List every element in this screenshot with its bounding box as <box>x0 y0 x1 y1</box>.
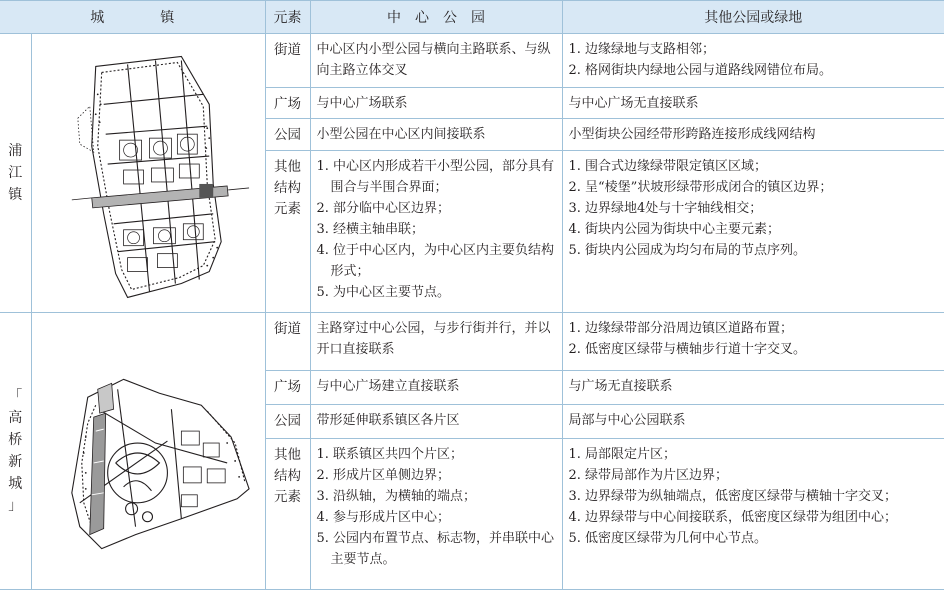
list-item: 5. 街块内公园成为均匀布局的节点序列。 <box>568 243 807 259</box>
table-row <box>0 313 944 371</box>
list-item: 1. 中心区内形成若干小型公园，部分具有围合与半围合界面； <box>316 159 555 196</box>
town-name-char: 镇 <box>8 187 23 203</box>
other-park-cell <box>562 119 944 151</box>
list-item: 5. 为中心区主要节点。 <box>316 285 451 301</box>
element-label-line: 其他 <box>274 447 301 464</box>
element-label-line: 其他 <box>274 159 301 176</box>
town-name-char: 新 <box>8 454 23 470</box>
list-item: 与中心广场建立直接联系 <box>316 378 460 394</box>
other-street-cell <box>562 34 944 88</box>
element-label-line: 元素 <box>274 489 301 506</box>
town-map <box>31 313 265 590</box>
other-plaza-cell <box>562 370 944 404</box>
list-item: 3. 经横主轴串联； <box>316 222 425 238</box>
town-name-char: 桥 <box>8 432 23 448</box>
list-item: 3. 边界绿地4处与十字轴线相交； <box>568 201 763 217</box>
list-item: 带形延伸联系镇区各片区 <box>316 412 460 428</box>
header-center-park: 中 心 公 园 <box>310 1 562 34</box>
center-street-cell <box>310 313 562 371</box>
list-item: 小型街块公园经带形跨路连接形成线网结构 <box>568 127 816 143</box>
center-park-cell <box>310 404 562 438</box>
list-item: 5. 低密度区绿带为几何中心节点。 <box>568 531 768 547</box>
element-structure <box>265 439 310 590</box>
list-item: 与中心广场无直接联系 <box>568 95 699 111</box>
center-street-cell <box>310 34 562 88</box>
header-other-parks: 其他公园或绿地 <box>562 1 944 34</box>
header-city: 城 镇 <box>0 1 265 34</box>
town-name-char: 「 <box>8 388 23 404</box>
center-plaza-cell <box>310 370 562 404</box>
list-item: 2. 绿带局部作为片区边界； <box>568 468 729 484</box>
list-item: 4. 边界绿带与中心间接联系，低密度区绿带为组团中心； <box>568 510 898 526</box>
list-item: 4. 街块内公园为街块中心主要元素； <box>568 222 781 238</box>
element-plaza: 广场 <box>265 87 310 119</box>
town-name-char: 江 <box>8 165 23 181</box>
list-item: 局部与中心公园联系 <box>568 412 686 428</box>
list-item: 与中心广场联系 <box>316 95 408 111</box>
list-item: 3. 沿纵轴，为横轴的端点； <box>316 489 477 505</box>
element-plaza: 广场 <box>265 370 310 404</box>
element-park: 公园 <box>265 404 310 438</box>
town-name-char: 浦 <box>8 143 23 159</box>
list-item: 3. 边界绿带为纵轴端点，低密度区绿带与横轴十字交叉； <box>568 489 898 505</box>
list-item: 2. 格网街块内绿地公园与道路线网错位布局。 <box>568 63 833 78</box>
list-item: 小型公园在中心区内间接联系 <box>316 127 486 143</box>
list-item: 1. 联系镇区共四个片区； <box>316 447 464 463</box>
town-name-char: 」 <box>8 498 23 514</box>
header-row <box>0 1 944 34</box>
list-item: 4. 位于中心区内，为中心区内主要负结构形式； <box>316 243 555 280</box>
other-structure-cell <box>562 439 944 590</box>
other-park-cell <box>562 404 944 438</box>
list-item: 1. 边缘绿带部分沿周边镇区道路布置； <box>568 321 794 336</box>
town-name <box>0 313 31 590</box>
pujiang-plan-image <box>32 34 265 312</box>
list-item: 1. 围合式边缘绿带限定镇区区域； <box>568 159 768 175</box>
list-item: 2. 低密度区绿带与横轴步行道十字交叉。 <box>568 342 807 357</box>
list-item: 2. 呈“棱堡”状坡形绿带形成闭合的镇区边界； <box>568 180 833 196</box>
table-row <box>0 34 944 88</box>
town-name-char: 城 <box>8 476 23 492</box>
element-structure <box>265 151 310 313</box>
list-item: 中心区内小型公园与横向主路联系、与纵向主路立体交叉 <box>316 42 551 78</box>
town-name <box>0 34 31 313</box>
gaoqiao-plan-image <box>32 313 265 589</box>
element-label-line: 元素 <box>274 201 301 218</box>
list-item: 2. 部分临中心区边界； <box>316 201 451 217</box>
town-name-char: 高 <box>8 410 23 426</box>
other-plaza-cell <box>562 87 944 119</box>
list-item: 1. 边缘绿地与支路相邻； <box>568 42 716 57</box>
center-structure-cell <box>310 151 562 313</box>
element-park: 公园 <box>265 119 310 151</box>
list-item: 4. 参与形成片区中心； <box>316 510 451 526</box>
element-street: 街道 <box>265 313 310 371</box>
list-item: 主路穿过中心公园，与步行街并行，并以开口直接联系 <box>316 321 551 357</box>
element-street: 街道 <box>265 34 310 88</box>
center-structure-cell <box>310 439 562 590</box>
other-street-cell <box>562 313 944 371</box>
list-item: 5. 公园内布置节点、标志物，并串联中心主要节点。 <box>316 531 555 568</box>
list-item: 2. 形成片区单侧边界； <box>316 468 451 484</box>
list-item: 1. 局部限定片区； <box>568 447 677 463</box>
header-element: 元素 <box>265 1 310 34</box>
other-structure-cell <box>562 151 944 313</box>
element-label-line: 结构 <box>274 468 301 485</box>
center-plaza-cell <box>310 87 562 119</box>
town-map <box>31 34 265 313</box>
element-label-line: 结构 <box>274 180 301 197</box>
center-park-cell <box>310 119 562 151</box>
list-item: 与广场无直接联系 <box>568 378 673 394</box>
